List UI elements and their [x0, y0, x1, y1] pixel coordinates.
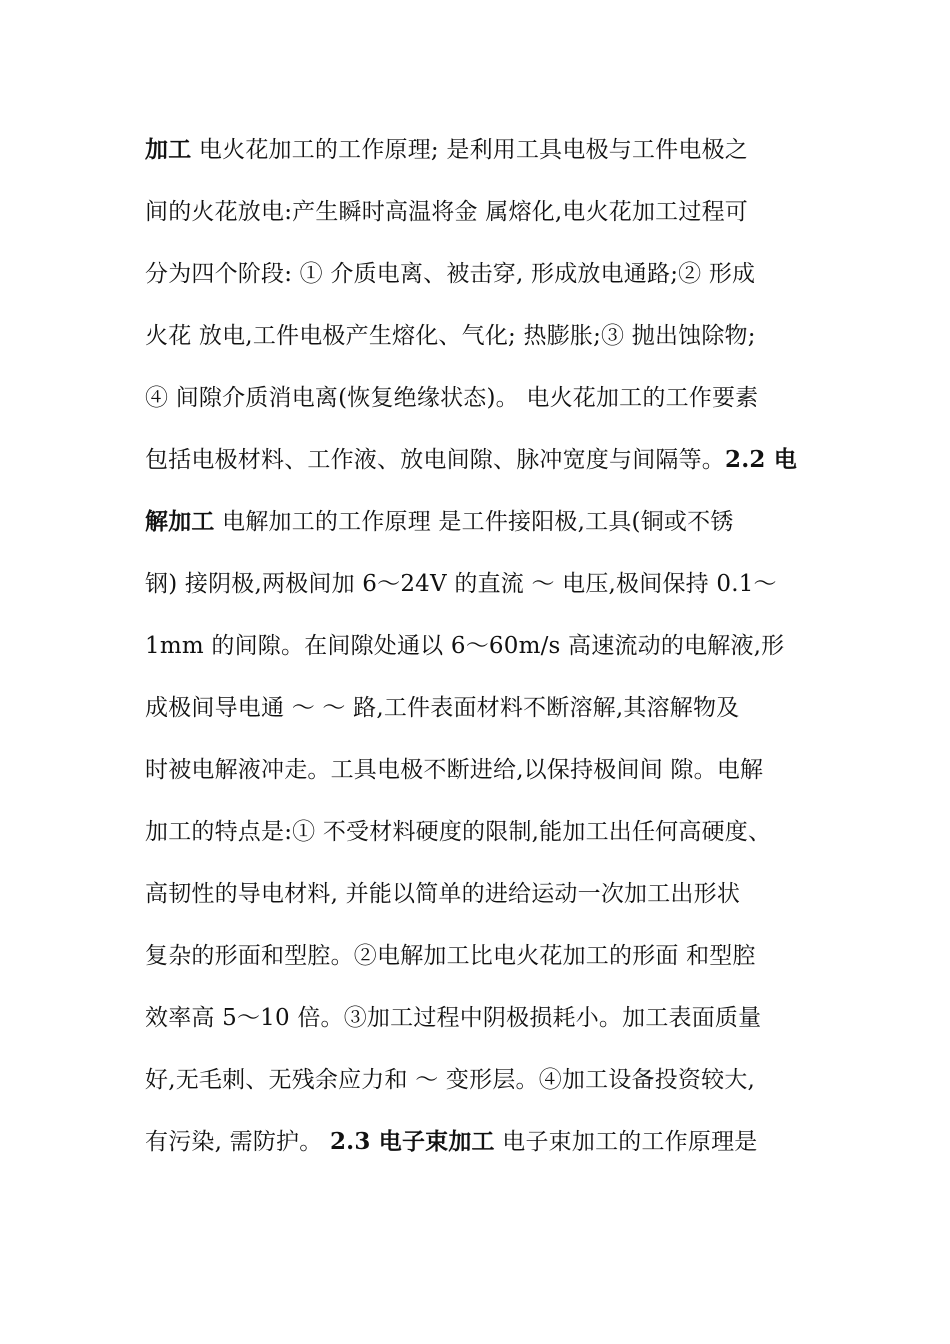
text-line: 分为四个阶段: ① 介质电离、被击穿, 形成放电通路;② 形成 — [145, 261, 756, 287]
text-line: 1mm 的间隙。在间隙处通以 6～60m/s 高速流动的电解液,形 — [145, 633, 785, 659]
text-line: 包括电极材料、工作液、放电间隙、脉冲宽度与间隔等。2.2 电 — [145, 446, 798, 473]
text-line: 间的火花放电:产生瞬时高温将金 属熔化,电火花加工过程可 — [145, 199, 748, 225]
section-heading-2-3: 2.3 电子束加工 — [329, 1128, 495, 1155]
text-line: 加工的特点是:① 不受材料硬度的限制,能加工出任何高硬度、 — [145, 819, 772, 845]
text-line: 加工 电火花加工的工作原理; 是利用工具电极与工件电极之 — [145, 136, 748, 163]
text-line: 钢) 接阴极,两极间加 6～24V 的直流 ～ 电压,极间保持 0.1～ — [145, 571, 777, 597]
text-line: 时被电解液冲走。工具电极不断进给,以保持极间间 隙。电解 — [145, 757, 764, 783]
text-line: 效率高 5～10 倍。③加工过程中阴极损耗小。加工表面质量 — [145, 1005, 762, 1031]
section-heading-2-2: 2.2 电 — [725, 446, 798, 473]
text-line: 高韧性的导电材料, 并能以简单的进给运动一次加工出形状 — [145, 881, 741, 907]
text-line: 复杂的形面和型腔。②电解加工比电火花加工的形面 和型腔 — [145, 943, 756, 969]
text-line: 有污染, 需防护。 2.3 电子束加工 电子束加工的工作原理是 — [145, 1128, 758, 1155]
text-line: ④ 间隙介质消电离(恢复绝缘状态)。 电火花加工的工作要素 — [145, 385, 759, 411]
text-line: 成极间导电通 ～ ～ 路,工件表面材料不断溶解,其溶解物及 — [145, 695, 740, 721]
section-heading-fragment: 加工 — [145, 136, 192, 163]
text-line: 解加工 电解加工的工作原理 是工件接阳极,工具(铜或不锈 — [145, 508, 734, 535]
text-line: 好,无毛刺、无残余应力和 ～ 变形层。④加工设备投资较大, — [145, 1067, 756, 1093]
text-line: 火花 放电,工件电极产生熔化、气化; 热膨胀;③ 抛出蚀除物; — [145, 323, 756, 349]
section-heading-fragment: 解加工 — [145, 508, 215, 535]
